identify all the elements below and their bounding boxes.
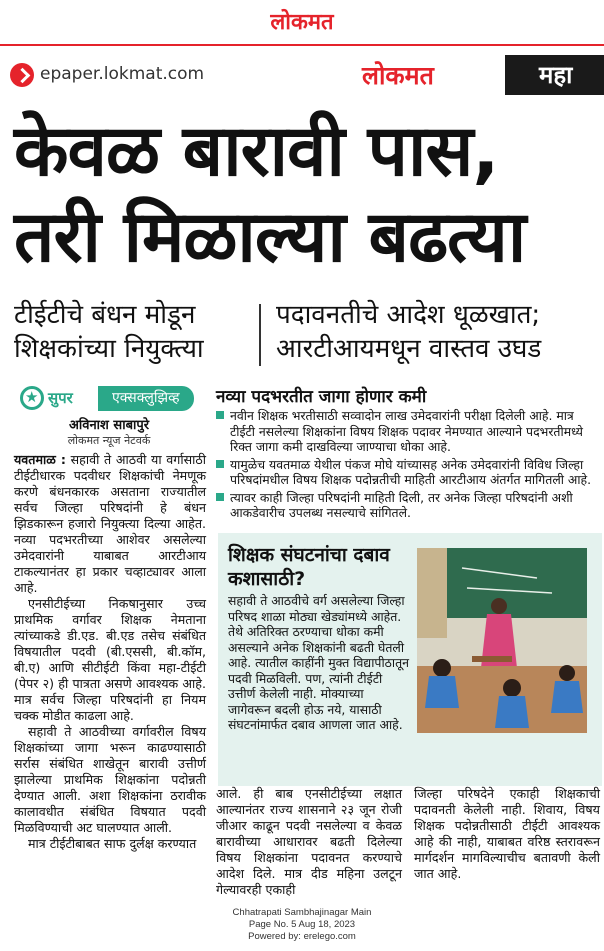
article-column-1 bbox=[14, 452, 206, 852]
masthead-brand: लोकमत bbox=[270, 10, 334, 35]
infobox-bullets bbox=[216, 408, 598, 523]
subhead-divider bbox=[259, 304, 261, 366]
lokmat-logo: लोकमत bbox=[362, 61, 434, 90]
page-headline bbox=[14, 108, 594, 280]
bullet-item: यामुळेच यवतमाळ येथील पंकज मोघे यांच्यासह अनेक उमेदवारांनी विविध जिल्हा परिषदांमधील विषय शिक्षक पदोन्नतीची माहिती आरटीआय अंतर्गत मागितली आहे. bbox=[216, 457, 598, 488]
subhead-left: टीईटीचे बंधन मोडून शिक्षकांच्या नियुक्त्या bbox=[14, 300, 204, 364]
footer-edition: Chhatrapati Sambhajinagar Main bbox=[232, 907, 372, 918]
bullet-item: त्यावर काही जिल्हा परिषदांनी माहिती दिली, तर अनेक जिल्हा परिषदांनी अशी आकडेवारीच उपलब्ध नसल्याचे सांगितले. bbox=[216, 490, 598, 521]
bullet-square-icon bbox=[216, 493, 224, 501]
paragraph: मात्र टीईटीबाबत साफ दुर्लक्ष करण्यात bbox=[28, 836, 197, 851]
byline-author: अविनाश साबापुरे bbox=[68, 418, 150, 433]
exclusive-badge bbox=[20, 386, 220, 412]
headline-line-2: तरी मिळाल्या बढत्या bbox=[14, 195, 526, 278]
masthead-divider bbox=[0, 44, 604, 46]
footer-page: Page No. 5 Aug 18, 2023 bbox=[248, 919, 356, 930]
bullet-square-icon bbox=[216, 460, 224, 468]
edition-badge: महा bbox=[505, 55, 604, 95]
paragraph: यवतमाळ : सहावी ते आठवी या वर्गासाठी टीईटीधारक पदवीधर शिक्षकांची नेमणूक करणे बंधनकारक असताना राज्यातील सर्वच जिल्हा परिषदांनी हे बंधन झिडकारून हजारो नियुक्त्या दिल्या आहेत. नव्या पदभरतीच्या आशेवर असलेल्या उमेदवारांनी याबाबत आरटीआय टाकल्यानंतर हा प्रकार चव्हाट्यावर आला आहे. bbox=[14, 452, 206, 595]
paragraph: सहावी ते आठवीच्या वर्गावरील विषय शिक्षकांच्या जागा भरून काढण्यासाठी सर्रास संबंधित शाखेतून बारावी उत्तीर्ण झालेल्या प्राथमिक शिक्षकांना पदोन्नती देण्यात आली. अशा शिक्षकांना ठरावीक कालावधीत संबंधित विषयात पदवी मिळविण्याची अट घालण्यात आली. bbox=[14, 724, 206, 835]
star-icon bbox=[20, 386, 44, 410]
panel-title: शिक्षक संघटनांचा दबाव कशासाठी? bbox=[228, 544, 390, 590]
bullet-item: नवीन शिक्षक भरतीसाठी सव्वादोन लाख उमेदवारांनी परीक्षा दिलेली आहे. मात्र टीईटी नसलेल्या शिक्षकांना विषय शिक्षक पदावर नेमण्यात आल्याने पदभरतीमध्ये रिक्त जागा कमी दाखविल्या जाण्याचा धोका आहे. bbox=[216, 408, 598, 455]
exclusive-super-label: सुपर bbox=[48, 389, 73, 407]
paragraph: एनसीटीईच्या निकषानुसार उच्च प्राथमिक वर्गावर शिक्षक नेमताना त्यांच्याकडे डी.एड. बी.एड तसेच संबंधित विषयातील पदवी (बी.एससी, बी.कॉम, बी.ए) आणि सीटीईटी किंवा महा-टीईटी (पेपर २) ही पात्रता असणे आवश्यक आहे. मात्र सर्वच जिल्हा परिषदांनी हा नियम चक्क मोडीत काढला आहे. bbox=[14, 596, 206, 723]
bullet-square-icon bbox=[216, 411, 224, 419]
article-column-2: आले. ही बाब एनसीटीईच्या लक्षात आल्यानंतर राज्य शासनाने २३ जून रोजी जीआर काढून पदवी नसलेल्या व केवळ बारावीच्या आधारावर बढती दिलेल्या विषय शिक्षकांना पदावनत करण्याचे आदेश दिले. मात्र दीड महिना उलटून गेल्यावरही एकाही bbox=[216, 786, 402, 897]
subhead-right: पदावनतीचे आदेश धूळखात; आरटीआयमधून वास्तव उघड bbox=[276, 300, 542, 364]
exclusive-label: एक्सक्लुझिव्ह bbox=[98, 386, 194, 411]
panel-body: सहावी ते आठवीचे वर्ग असलेल्या जिल्हा परिषद शाळा मोठ्या खेड्यांमध्ये आहेत. तेथे अतिरिक्त ठरण्याचा धोका कमी असल्याने अनेक शिक्षकांनी बढती घेतली आहे. त्यातील काहींनी मुक्त विद्यापीठातून पदवी मिळविली. पण, त्यांनी टीईटी उत्तीर्ण केलेली नाही. मोक्याच्या जागेवरून बदली होऊ नये, यासाठी संघटनांमार्फत दबाव आणला जात आहे. bbox=[228, 593, 410, 732]
headline-line-1: केवळ बारावी पास, bbox=[14, 109, 499, 192]
byline-agency: लोकमत न्यूज नेटवर्क bbox=[67, 434, 151, 447]
classroom-photo bbox=[417, 548, 587, 733]
infobox-title: नव्या पदभरतीत जागा होणार कमी bbox=[216, 387, 427, 407]
page-footer bbox=[0, 907, 604, 943]
epaper-site-link[interactable]: epaper.lokmat.com bbox=[40, 64, 205, 84]
footer-powered[interactable]: Powered by: erelego.com bbox=[248, 931, 356, 942]
epaper-arrow-icon[interactable] bbox=[10, 63, 34, 87]
article-column-3: जिल्हा परिषदेने एकाही शिक्षकाची पदावनती केलेली नाही. शिवाय, विषय शिक्षक पदोन्नतीसाठी टीईटी आवश्यक आहे की नाही, याबाबत वरिष्ठ स्तरावरून मार्गदर्शन मागविल्याचीच बतावणी केली जात आहे. bbox=[414, 786, 600, 881]
